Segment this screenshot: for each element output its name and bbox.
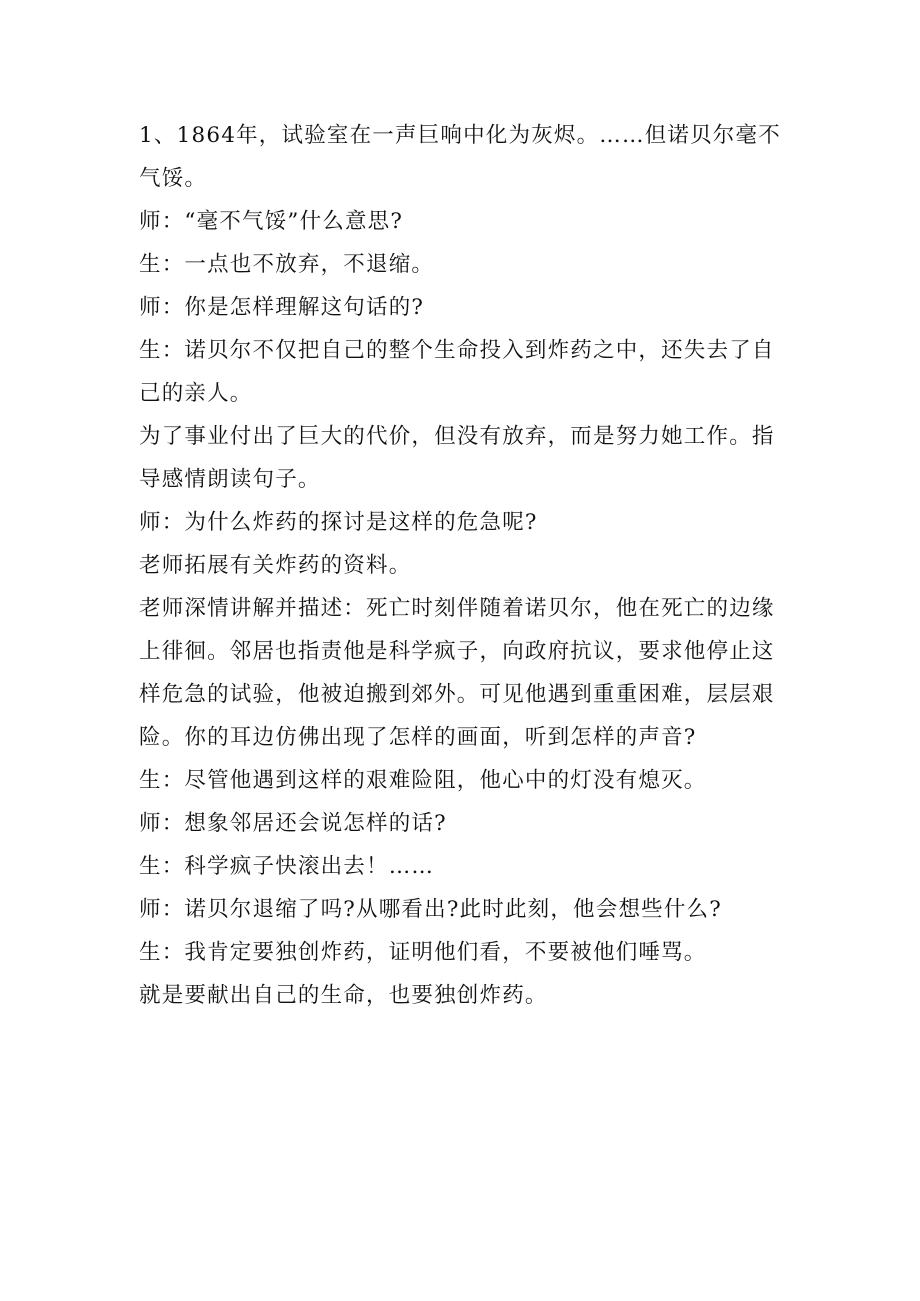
paragraph-teacher-question-understanding: 师：你是怎样理解这句话的? [139,295,425,320]
paragraph-teacher-question-retreat: 师：诺贝尔退缩了吗?从哪看出?此时此刻，他会想些什么? [139,897,722,922]
paragraph-teacher-materials: 老师拓展有关炸药的资料。 [139,553,412,578]
paragraph-student-answer-mad-scientist: 生：科学疯子快滚出去！…… [139,854,435,879]
paragraph-sacrifice-life: 就是要献出自己的生命，也要独创炸药。 [139,983,548,1008]
paragraph-teacher-question-meaning: 师：“毫不气馁”什么意思? [139,209,404,234]
document-body [139,114,789,1017]
paragraph-price-and-reading: 为了事业付出了巨大的代价，但没有放弃，而是努力她工作。指导感情朗读句子。 [139,424,775,492]
paragraph-teacher-narration: 老师深情讲解并描述：死亡时刻伴随着诺贝尔，他在死亡的边缘上徘徊。邻居也指责他是科学疯子，向政府抗议，要求他停止这样危急的试验，他被迫搬到郊外。可见他遇到重重困难，层层艰险。你的耳边仿佛出现了怎样的画面，听到怎样的声音? [139,596,775,750]
paragraph-1864-explosion: 1、1864年，试验室在一声巨响中化为灰烬。……但诺贝尔毫不气馁。 [139,123,781,191]
paragraph-teacher-question-neighbors: 师：想象邻居还会说怎样的话? [139,811,447,836]
paragraph-student-answer-no-give-up: 生：一点也不放弃，不退缩。 [139,252,435,277]
paragraph-student-answer-invent: 生：我肯定要独创炸药，证明他们看，不要被他们唾骂。 [139,940,707,965]
paragraph-teacher-question-danger: 师：为什么炸药的探讨是这样的危急呢? [139,510,538,535]
paragraph-student-answer-lamp: 生：尽管他遇到这样的艰难险阻，他心中的灯没有熄灭。 [139,768,707,793]
paragraph-student-answer-family: 生：诺贝尔不仅把自己的整个生命投入到炸药之中，还失去了自己的亲人。 [139,338,775,406]
